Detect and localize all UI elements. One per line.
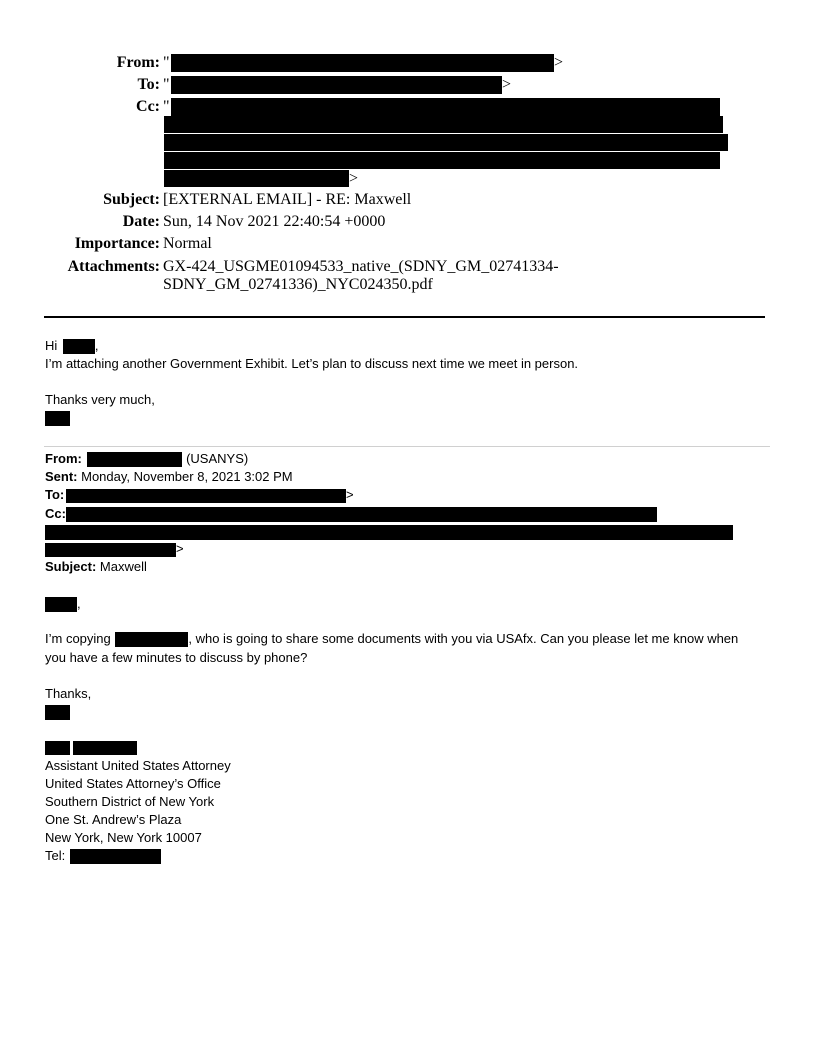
redaction-block xyxy=(73,741,137,755)
header-cc-close: > xyxy=(349,170,359,187)
header-cc-label: Cc: xyxy=(136,98,160,115)
redaction-block xyxy=(45,411,70,426)
salutation-punct: , xyxy=(77,596,81,611)
header-subject-row xyxy=(0,189,816,211)
original-cc-row xyxy=(45,505,66,523)
redaction-block xyxy=(66,489,346,503)
redaction-block xyxy=(171,98,720,116)
redaction-block xyxy=(164,116,723,133)
header-from-open: " xyxy=(163,54,170,71)
redaction-block xyxy=(45,597,77,612)
header-date-label: Date: xyxy=(122,213,160,230)
header-to-row xyxy=(0,74,816,96)
reply-line1: I’m attaching another Government Exhibit. Let’s plan to discuss next time we meet in person. xyxy=(45,356,579,371)
header-attachments-row-2 xyxy=(0,274,816,296)
redaction-block xyxy=(45,543,176,557)
signature-tel-row xyxy=(45,847,161,865)
original-to-row xyxy=(45,486,64,504)
redaction-block xyxy=(171,54,554,72)
original-from-label: From: xyxy=(45,451,82,466)
signature-address2: New York, New York 10007 xyxy=(45,830,202,845)
header-importance-label: Importance: xyxy=(74,235,160,252)
header-subject-value: [EXTERNAL EMAIL] - RE: Maxwell xyxy=(163,191,412,208)
header-divider xyxy=(44,316,765,318)
attachment-link-line2[interactable]: SDNY_GM_02741336)_NYC024350.pdf xyxy=(163,276,433,293)
header-date-value: Sun, 14 Nov 2021 22:40:54 +0000 xyxy=(163,213,386,230)
redaction-block xyxy=(66,507,657,522)
reply-greeting xyxy=(45,337,99,355)
redaction-block xyxy=(164,134,728,151)
original-paragraph-line2: you have a few minutes to discuss by phone? xyxy=(45,650,308,665)
original-sent-label: Sent: xyxy=(45,469,78,484)
original-paragraph-line1 xyxy=(45,630,738,648)
header-date-row xyxy=(0,211,816,233)
signature-title: Assistant United States Attorney xyxy=(45,758,231,773)
signature-office: United States Attorney’s Office xyxy=(45,776,221,791)
reply-closing: Thanks very much, xyxy=(45,392,155,407)
signature-tel-label: Tel: xyxy=(45,848,66,863)
signature-district: Southern District of New York xyxy=(45,794,215,809)
header-cc-row xyxy=(0,96,816,118)
redaction-block xyxy=(164,170,349,187)
header-from-row xyxy=(0,52,816,74)
redaction-block xyxy=(115,632,188,647)
original-sent-row xyxy=(45,468,293,486)
original-sent-value: Monday, November 8, 2021 3:02 PM xyxy=(81,469,293,484)
signature-address1: One St. Andrew’s Plaza xyxy=(45,812,182,827)
header-to-label: To: xyxy=(137,76,160,93)
header-to-close: > xyxy=(502,76,512,93)
original-from-suffix: (USANYS) xyxy=(186,451,249,466)
redaction-block xyxy=(45,705,70,720)
redaction-block xyxy=(87,452,182,467)
original-cc-close: > xyxy=(176,541,184,556)
redaction-block xyxy=(171,76,502,94)
original-subject-label: Subject: xyxy=(45,559,97,574)
header-from-close: > xyxy=(554,54,564,71)
redaction-block xyxy=(45,741,70,755)
original-cc-label: Cc: xyxy=(45,506,66,521)
para-rest: , who is going to share some documents with you via USAfx. Can you please let me know when xyxy=(188,631,739,646)
redaction-block xyxy=(63,339,95,354)
header-importance-value: Normal xyxy=(163,235,212,252)
header-cc-open: " xyxy=(163,98,170,115)
redaction-block xyxy=(45,525,733,540)
header-from-label: From: xyxy=(116,54,160,71)
original-subject-row xyxy=(45,558,147,576)
para-prefix: I’m copying xyxy=(45,631,111,646)
original-to-close: > xyxy=(346,487,354,502)
redaction-block xyxy=(70,849,161,864)
header-attachments-label: Attachments: xyxy=(67,258,160,275)
original-to-label: To: xyxy=(45,487,65,502)
header-to-open: " xyxy=(163,76,170,93)
attachment-link-line1[interactable]: GX-424_USGME01094533_native_(SDNY_GM_02741334- xyxy=(163,258,559,275)
redaction-block xyxy=(164,152,720,169)
header-subject-label: Subject: xyxy=(103,191,160,208)
original-subject-value: Maxwell xyxy=(99,559,147,574)
original-from-row xyxy=(45,450,248,468)
greeting-text: Hi xyxy=(45,338,58,353)
original-thanks: Thanks, xyxy=(45,686,92,701)
header-importance-row xyxy=(0,233,816,255)
message-separator xyxy=(44,446,770,447)
greeting-punct: , xyxy=(94,338,99,353)
